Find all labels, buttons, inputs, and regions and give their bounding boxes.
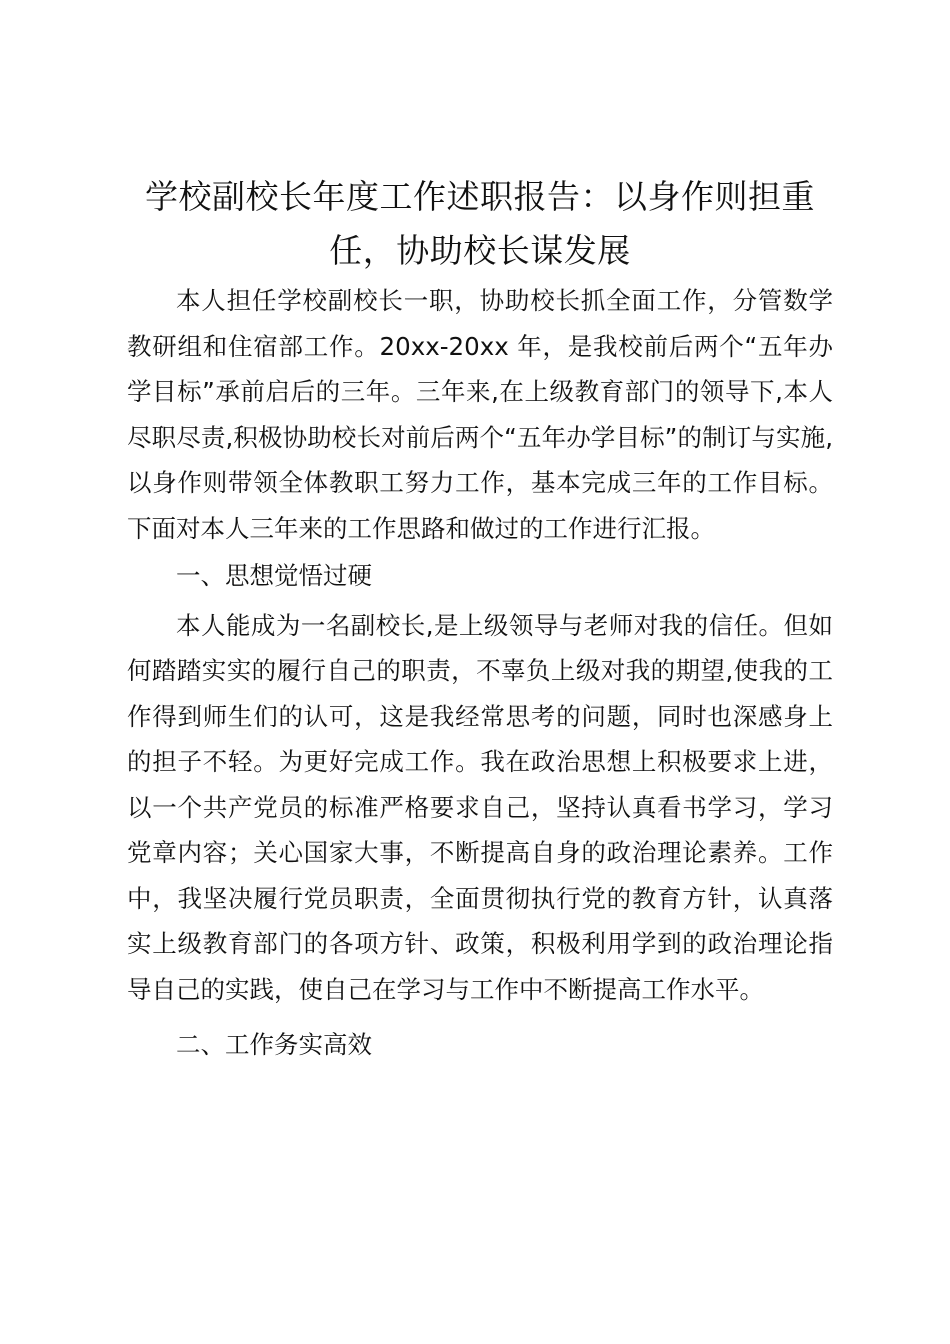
section-heading-2: 二、工作务实高效 bbox=[176, 1030, 372, 1059]
section-heading-1: 一、思想觉悟过硬 bbox=[176, 561, 372, 590]
document-title: 学校副校长年度工作述职报告：以身作则担重任，协助校长谋发展 bbox=[145, 177, 815, 270]
intro-paragraph: 本人担任学校副校长一职，协助校长抓全面工作，分管数学教研组和住宿部工作。20xx-20xx 年，是我校前后两个“五年办学目标”承前启后的三年。三年来,在上级教育部门的领导下,本人尽职尽责,积极协助校长对前后两个“五年办学目标”的制订与实施,以身作则带领全体教职工努力工作，基本完成三年的工作目标。下面对本人三年来的工作思路和做过的工作进行汇报。 bbox=[127, 286, 833, 543]
section-1-paragraph: 本人能成为一名副校长,是上级领导与老师对我的信任。但如何踏踏实实的履行自己的职责，不辜负上级对我的期望,使我的工作得到师生们的认可，这是我经常思考的问题，同时也深感身上的担子不轻。为更好完成工作。我在政治思想上积极要求上进，以一个共产党员的标准严格要求自己，坚持认真看书学习，学习党章内容；关心国家大事，不断提高自身的政治理论素养。工作中，我坚决履行党员职责，全面贯彻执行党的教育方针，认真落实上级教育部门的各项方针、政策，积极利用学到的政治理论指导自己的实践，使自己在学习与工作中不断提高工作水平。 bbox=[127, 610, 833, 1004]
document-body bbox=[127, 278, 833, 1068]
